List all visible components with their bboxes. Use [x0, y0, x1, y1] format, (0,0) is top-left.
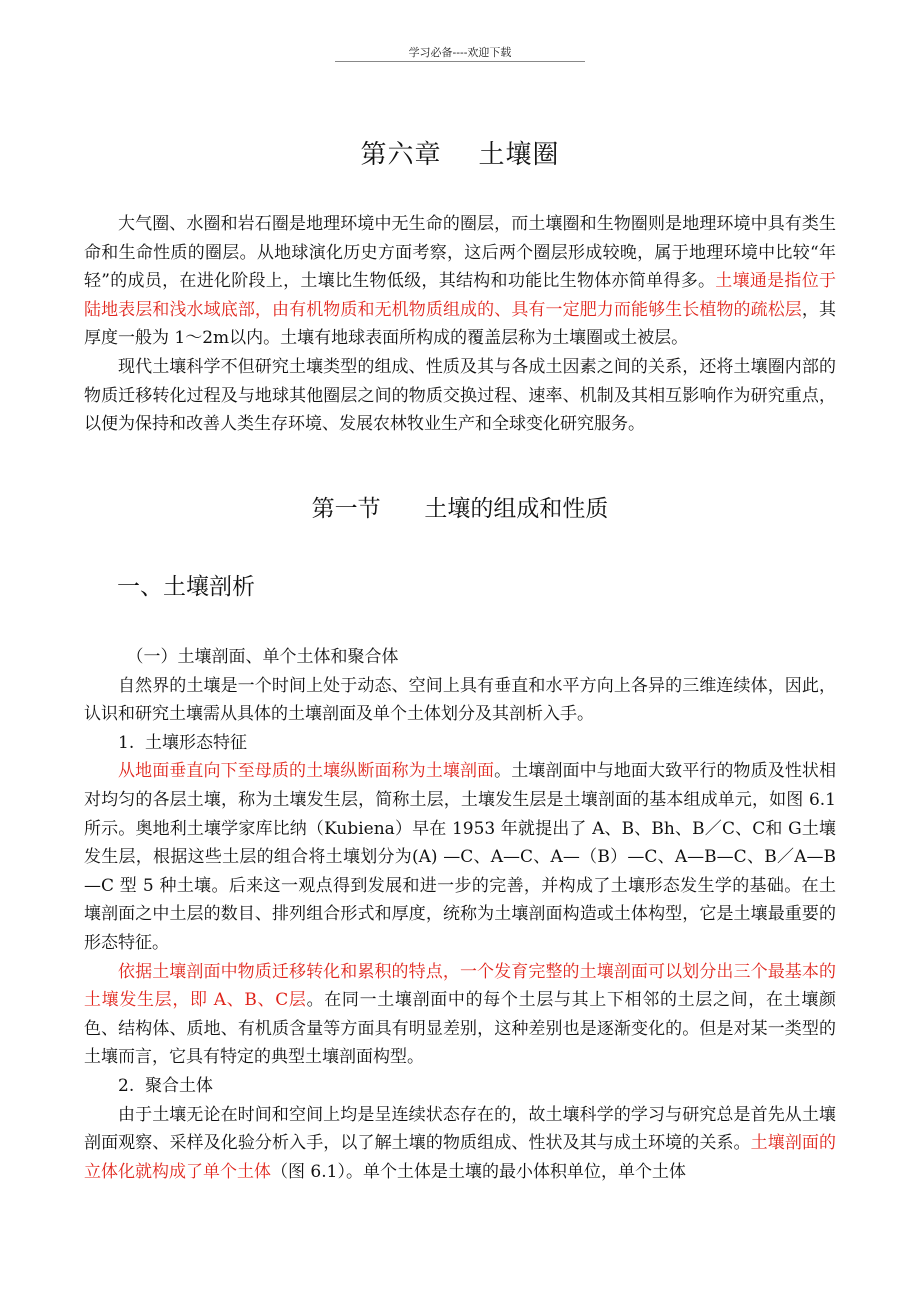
- pedon-highlight: 土壤剖面的立体化就构成了单个土体: [84, 1133, 837, 1182]
- profile-text: 。土壤剖面中与地面大致平行的物质及性状相对均匀的各层土壤，称为土壤发生层，简称土层，土壤发生层是土壤剖面的基本组成单元，如图 6.1 所示。奥地利土壤学家库比纳（Kubiena）早在 1953 年就提出了 A、B、Bh、B／C、C和 G土壤发生层，根据这些土层的组合将土壤划分为(A) —C、A—C、A—（B）—C、A—B—C、B／A—B—C 型 5 种土壤。后来这一观点得到发展和进一步的完善，并构成了土壤形态发生学的基础。在土壤剖面之中土层的数目、排列组合形式和厚度，统称为土壤剖面构造或土体构型，它是土壤最重要的形态特征。: [84, 761, 837, 953]
- soil-definition-highlight: 土壤通是指位于陆地表层和浅水域底部，由有机物质和无机物质组成的、具有一定肥力而能够生长植物的疏松层: [84, 271, 836, 320]
- item-heading-polypedon: 2. 聚合土体: [118, 1075, 214, 1096]
- intro-paragraph-1: [84, 210, 836, 353]
- section-title: 第一节 土壤的组成和性质: [311, 496, 609, 522]
- horizons-highlight: 依据土壤剖面中物质迁移转化和累积的特点，一个发育完整的土壤剖面可以划分出三个最基本的土壤发生层，即 A、B、C层: [84, 961, 836, 1011]
- pedon-text-b: （图 6.1）。单个土体是土壤的最小体积单位，单个土体: [271, 1161, 686, 1182]
- subsection-title: 一、土壤剖析: [117, 574, 255, 600]
- body-paragraph-intro: 自然界的土壤是一个时间上处于动态、空间上具有垂直和水平方向上各异的三维连续体，因此，认识和研究土壤需从具体的土壤剖面及单个土体划分及其剖析入手。: [84, 675, 836, 725]
- intro-paragraph-2: 现代土壤科学不但研究土壤类型的组成、性质及其与各成土因素之间的关系，还将土壤圈内部的物质迁移转化过程及与地球其他圈层之间的物质交换过程、速率、机制及其相互影响作为研究重点，以便为保持和改善人类生存环境、发展农林牧业生产和全球变化研究服务。: [84, 356, 836, 435]
- horizons-text: 。在同一土壤剖面中的每个土层与其上下相邻的土层之间，在土壤颜色、结构体、质地、有机质含量等方面具有明显差别，这种差别也是逐渐变化的。但是对某一类型的土壤而言，它具有特定的典型土壤剖面构型。: [84, 990, 836, 1068]
- item-heading-morphology: 1. 土壤形态特征: [118, 732, 248, 753]
- body-paragraph-horizons: [84, 958, 836, 1072]
- intro-p1-text-a: 大气圈、水圈和岩石圈是地理环境中无生命的圈层，而土壤圈和生物圈则是地理环境中具有类生命和生命性质的圈层。从地球演化历史方面考察，这后两个圈层形成较晚，属于地理环境中比较“年轻”的成员，在进化阶段上，土壤比生物低级，其结构和功能比生物体亦简单得多。: [84, 214, 836, 292]
- body-paragraph-profile: [84, 757, 836, 957]
- header-rule: [335, 61, 585, 62]
- intro-p1-text-b: ，其厚度一般为 1～2m以内。土壤有地球表面所构成的覆盖层称为土壤圈或土被层。: [84, 299, 836, 349]
- subheading-profile: （一）土壤剖面、单个土体和聚合体: [126, 647, 399, 667]
- page-header: 学习必备----欢迎下载: [408, 46, 512, 59]
- intro-text: [84, 210, 836, 439]
- body-text: [84, 643, 836, 1186]
- pedon-text-a: 由于土壤无论在时间和空间上均是呈连续状态存在的，故土壤科学的学习与研究总是首先从土壤剖面观察、采样及化验分析入手，以了解土壤的物质组成、性状及其与成土环境的关系。: [84, 1104, 836, 1154]
- chapter-title: 第六章 土壤圈: [360, 140, 560, 170]
- profile-definition-highlight: 从地面垂直向下至母质的土壤纵断面称为土壤剖面: [118, 761, 495, 782]
- body-paragraph-pedon: [84, 1101, 836, 1187]
